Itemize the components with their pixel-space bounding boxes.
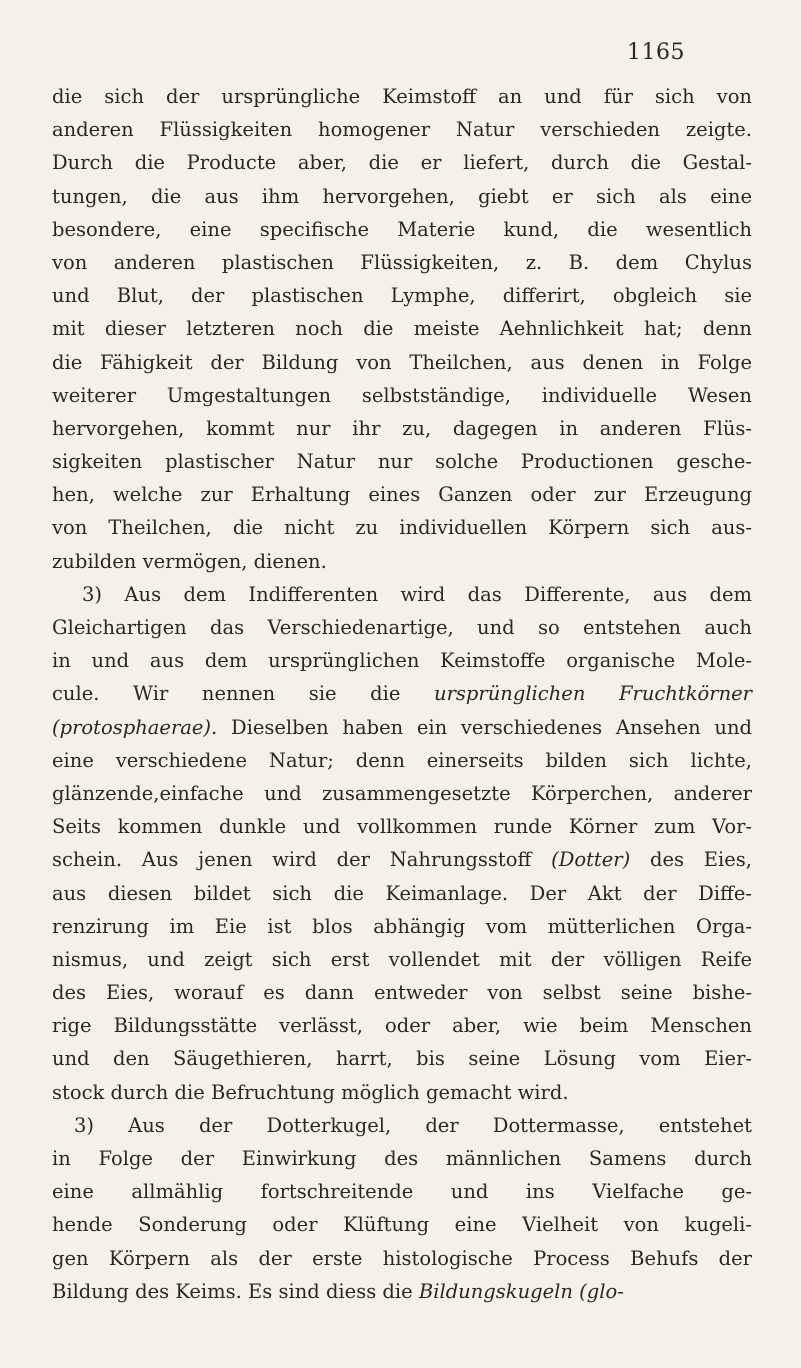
text-line: hende Sonderung oder Klüftung eine Vielheit von kugeli- [52,1213,752,1237]
text-line: des Eies, worauf es dann entweder von selbst seine bishe- [52,981,752,1005]
text-line: hen, welche zur Erhaltung eines Ganzen oder zur Erzeugung [52,483,752,507]
text-line: anderen Flüssigkeiten homogener Natur verschieden zeigte. [52,118,752,142]
text-line: tungen, die aus ihm hervorgehen, giebt er sich als eine [52,184,752,208]
text-line: Gleichartigen das Verschiedenartige, und so entstehen auch [52,616,752,639]
body-text [52,80,752,1308]
text-line: mit dieser letzteren noch die meiste Aehnlichkeit hat; denn [52,317,752,341]
term-fruchtkoerner: ursprünglichen Fruchtkörner [434,682,752,706]
text-line: eine allmählig fortschreitende und ins Vielfache ge- [52,1180,752,1204]
text-line: weiterer Umgestaltungen selbstständige, individuelle Wesen [52,383,752,407]
text-line-with-emphasis [52,1275,752,1308]
text-line: von Theilchen, die nicht zu individuellen Körpern sich aus- [52,516,752,540]
text-line: glänzende,einfache und zusammengesetzte Körperchen, anderer [52,781,752,805]
text-fragment: cule. Wir nennen sie die [52,682,401,706]
text-line: besondere, eine specifische Materie kund, die wesentlich [52,217,752,241]
paragraph-start: 3) Aus der Dotterkugel, der Dottermasse, entstehet [74,1113,752,1137]
text-line: und Blut, der plastischen Lymphe, differirt, obgleich sie [52,284,752,308]
text-line: rige Bildungsstätte verlässt, oder aber, wie beim Menschen [52,1014,752,1038]
text-fragment: Dieselben haben ein verschiedenes Ansehen und [230,715,753,739]
text-line: in Folge der Einwirkung des männlichen Samens durch [52,1147,752,1170]
text-line: aus diesen bildet sich die Keimanlage. Der Akt der Diffe- [52,881,752,905]
text-line-with-emphasis [52,677,752,710]
text-line: sigkeiten plastischer Natur nur solche Productionen gesche- [52,450,752,474]
text-line-with-emphasis [52,711,752,744]
text-line: gen Körpern als der erste histologische Process Behufs der [52,1246,752,1270]
text-line: Durch die Producte aber, die er liefert, durch die Gestal- [52,151,752,175]
text-line: eine verschiedene Natur; denn einerseits bilden sich lichte, [52,748,752,772]
text-fragment: Bildung des Keims. Es sind diess die [52,1279,413,1303]
text-line: von anderen plastischen Flüssigkeiten, z. B. dem Chylus [52,250,752,274]
page-number: 1165 [627,40,685,65]
text-line-with-emphasis [52,843,752,876]
term-bildungskugeln: Bildungskugeln (glo- [418,1279,624,1303]
text-line: die Fähigkeit der Bildung von Theilchen, aus denen in Folge [52,350,752,374]
text-line: hervorgehen, kommt nur ihr zu, dagegen in anderen Flüs- [52,416,752,440]
text-line: und den Säugethieren, harrt, bis seine Lösung vom Eier- [52,1047,752,1071]
paragraph-start: 3) Aus dem Indifferenten wird das Differente, aus dem [82,582,752,606]
text-line: renzirung im Eie ist blos abhängig vom mütterlichen Orga- [52,914,752,938]
text-line: die sich der ursprüngliche Keimstoff an und für sich von [52,85,752,108]
text-fragment: schein. Aus jenen wird der Nahrungsstoff [52,848,532,872]
term-dotter: (Dotter) [551,848,631,872]
text-line: stock durch die Befruchtung möglich gemacht wird. [52,1080,569,1104]
text-fragment: des Eies, [649,848,752,872]
term-protosphaerae: (protosphaerae). [52,715,218,739]
text-line: Seits kommen dunkle und vollkommen runde Körner zum Vor- [52,815,752,839]
text-line: zubilden vermögen, dienen. [52,549,327,573]
text-line: nismus, und zeigt sich erst vollendet mit der völligen Reife [52,947,752,971]
text-line: in und aus dem ursprünglichen Keimstoffe organische Mole- [52,649,752,673]
